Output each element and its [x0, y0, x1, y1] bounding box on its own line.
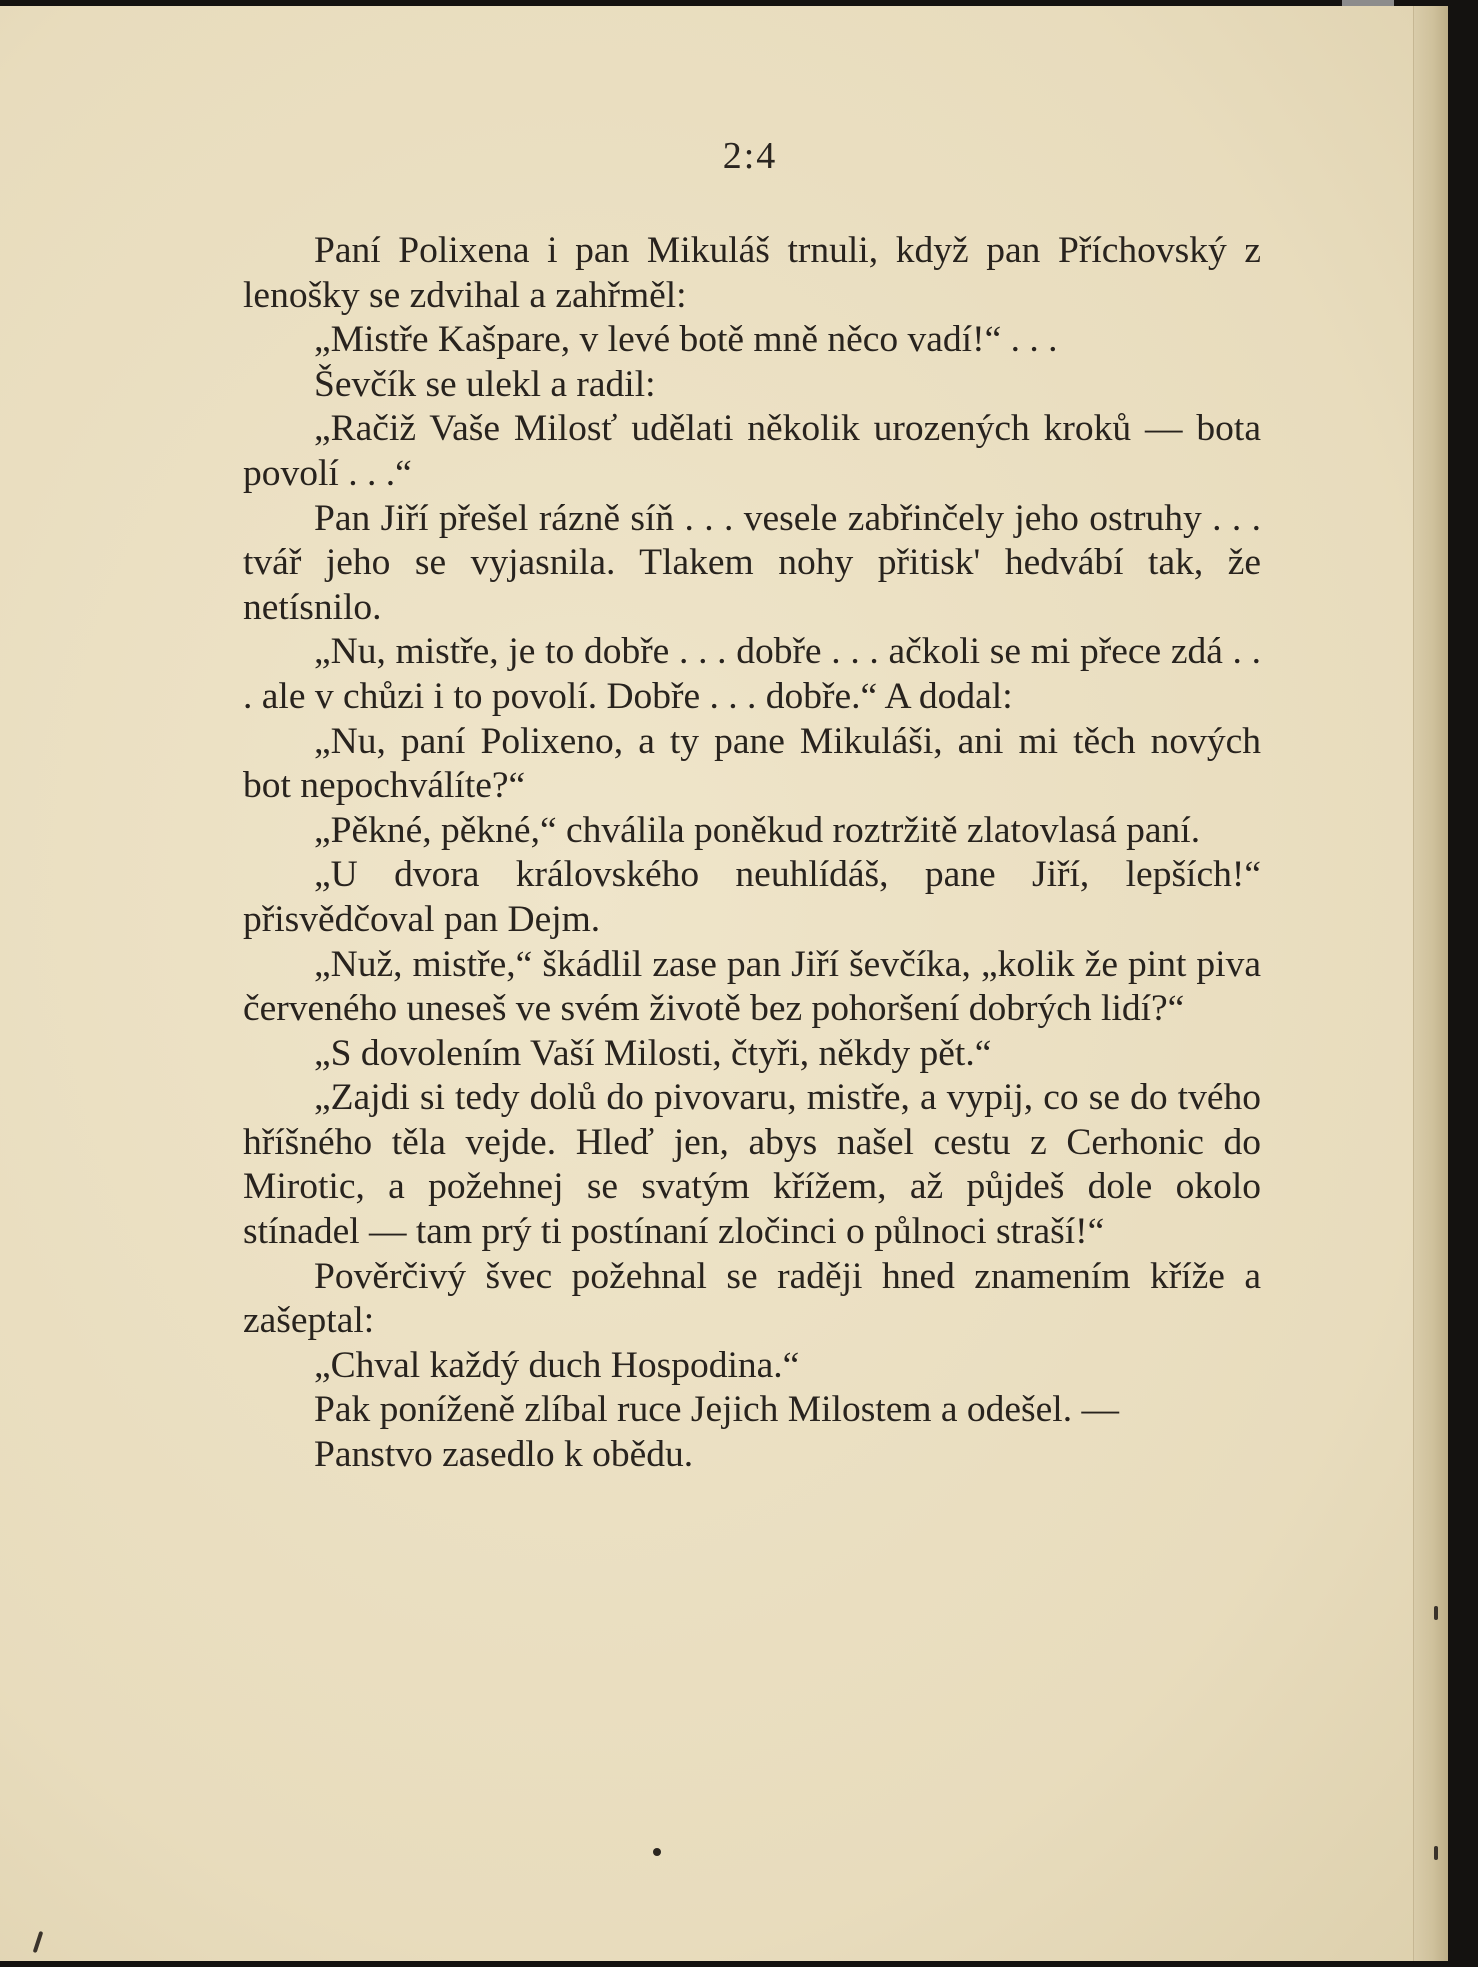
ink-mark	[1434, 1846, 1438, 1860]
paragraph: „Račiž Vaše Milosť udělati několik urozených kroků — bota povolí . . .“	[243, 408, 1261, 494]
paragraph: „S dovolením Vaší Milosti, čtyři, někdy pět.“	[314, 1032, 992, 1074]
paragraph: Paní Polixena i pan Mikuláš trnuli, když pan Příchovský z lenošky se zdvihal a zahřměl:	[243, 230, 1261, 316]
paragraph: „Nuž, mistře,“ škádlil zase pan Jiří ševčíka, „kolik že pint piva červeného uneseš ve svém životě bez pohoršení dobrých lidí?“	[243, 943, 1261, 1030]
paragraph: „Chval každý duch Hospodina.“	[314, 1344, 800, 1386]
paragraph: Pan Jiří přešel rázně síň . . . vesele zabřinčely jeho ostruhy . . . tvář jeho se vyjasnila. Tlakem nohy přitisk' hedvábí tak, že netísnilo.	[243, 497, 1261, 628]
paragraph: Pak poníženě zlíbal ruce Jejich Milostem a odešel. —	[314, 1389, 1119, 1431]
book-page	[0, 6, 1448, 1961]
paragraph: „Pěkné, pěkné,“ chválila poněkud roztržitě zlatovlasá paní.	[314, 809, 1201, 851]
ink-dot	[653, 1848, 661, 1856]
paragraph: „Mistře Kašpare, v levé botě mně něco vadí!“ . . .	[314, 319, 1058, 361]
paragraph: „Nu, paní Polixeno, a ty pane Mikuláši, ani mi těch nových bot nepochválíte?“	[243, 720, 1261, 807]
page-edge	[1413, 6, 1448, 1961]
paragraph: „Nu, mistře, je to dobře . . . dobře . . . ačkoli se mi přece zdá . . . ale v chůzi i to povolí. Dobře . . . dobře.“ A dodal:	[243, 631, 1261, 717]
ink-mark	[33, 1931, 44, 1953]
paragraph: Pověrčivý švec požehnal se raději hned znamením kříže a zašeptal:	[243, 1255, 1261, 1342]
paragraph: Ševčík se ulekl a radil:	[314, 363, 656, 405]
paragraph: „U dvora královského neuhlídáš, pane Jiří, lepších!“ přisvědčoval pan Dejm.	[243, 854, 1261, 940]
paragraph: „Zajdi si tedy dolů do pivovaru, mistře, a vypij, co se do tvého hříšného těla vejde. Hleď jen, abys našel cestu z Cerhonic do Mirotic, a požehnej se svatým křížem, až půjdeš dole okolo stínadel — tam prý ti postínaní zločinci o půlnoci straší!“	[243, 1077, 1261, 1253]
ink-mark	[1434, 1606, 1438, 1620]
body-text	[243, 229, 1261, 1478]
paragraph: Panstvo zasedlo k obědu.	[314, 1434, 694, 1476]
page-number: 2:4	[722, 135, 778, 177]
